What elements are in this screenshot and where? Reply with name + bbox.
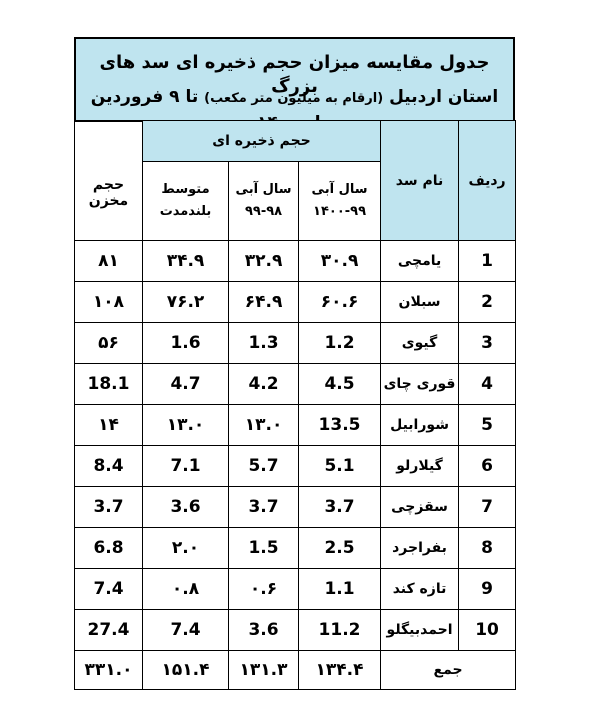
longterm-average: 1.6 [143, 323, 229, 364]
storage-1400: 1.1 [299, 569, 381, 610]
dam-name: تازه کند [381, 569, 459, 610]
storage-1400: ۶۰.۶ [299, 282, 381, 323]
row-index: 6 [459, 446, 516, 487]
table-row [75, 487, 516, 528]
row-index: 1 [459, 241, 516, 282]
longterm-average: ۷۶.۲ [143, 282, 229, 323]
table-row [75, 405, 516, 446]
table-row [75, 528, 516, 569]
header-radif: ردیف [459, 121, 516, 241]
dam-name: گیوی [381, 323, 459, 364]
storage-99: 1.3 [229, 323, 299, 364]
storage-1400: ۳۰.۹ [299, 241, 381, 282]
total-cap: ۳۳۱.۰ [75, 651, 143, 690]
storage-1400: 5.1 [299, 446, 381, 487]
title-line-2-units: (ارقام به میلیون متر مکعب) [204, 91, 384, 106]
storage-99: 3.6 [229, 610, 299, 651]
table-row [75, 446, 516, 487]
table-title [74, 37, 515, 122]
storage-99: ۳۲.۹ [229, 241, 299, 282]
storage-1400: 4.5 [299, 364, 381, 405]
longterm-average: ۰.۸ [143, 569, 229, 610]
header-year-1400-label: سال آبی [311, 182, 368, 197]
row-index: 5 [459, 405, 516, 446]
longterm-average: 7.1 [143, 446, 229, 487]
dam-name: بفراجرد [381, 528, 459, 569]
row-index: 8 [459, 528, 516, 569]
table-row [75, 282, 516, 323]
dam-name: سقزچی [381, 487, 459, 528]
title-line-1: جدول مقایسه میزان حجم ذخیره ای سد های بزرگ [99, 52, 490, 97]
total-y99: ۱۳۱.۳ [229, 651, 299, 690]
dam-name: شورابیل [381, 405, 459, 446]
storage-1400: 13.5 [299, 405, 381, 446]
storage-99: 4.2 [229, 364, 299, 405]
row-index: 2 [459, 282, 516, 323]
row-index: 9 [459, 569, 516, 610]
header-year-99-range: ۹۹-۹۸ [244, 204, 283, 219]
storage-1400: 11.2 [299, 610, 381, 651]
header-year-1400-range: ۱۴۰۰-۹۹ [313, 204, 367, 219]
table-row [75, 610, 516, 651]
reservoir-capacity: 8.4 [75, 446, 143, 487]
row-index: 3 [459, 323, 516, 364]
reservoir-capacity: ۸۱ [75, 241, 143, 282]
storage-99: ۶۴.۹ [229, 282, 299, 323]
reservoir-capacity: ۱۴ [75, 405, 143, 446]
table-row [75, 364, 516, 405]
row-index: 7 [459, 487, 516, 528]
reservoir-capacity: 6.8 [75, 528, 143, 569]
storage-99: ۰.۶ [229, 569, 299, 610]
header-storage-group: حجم ذخیره ای [143, 121, 381, 162]
storage-1400: 3.7 [299, 487, 381, 528]
header-longterm [143, 162, 229, 241]
header-longterm-line2: بلندمدت [159, 204, 212, 219]
storage-99: ۱۳.۰ [229, 405, 299, 446]
header-capacity-label: حجم مخزن [88, 177, 129, 209]
row-index: 10 [459, 610, 516, 651]
storage-99: 5.7 [229, 446, 299, 487]
dam-name: گیلارلو [381, 446, 459, 487]
longterm-average: 3.6 [143, 487, 229, 528]
title-line-2-province: استان اردبیل [389, 87, 499, 107]
row-index: 4 [459, 364, 516, 405]
header-capacity [75, 121, 143, 241]
storage-1400: 2.5 [299, 528, 381, 569]
total-label: جمع [381, 651, 516, 690]
longterm-average: 7.4 [143, 610, 229, 651]
table-row [75, 241, 516, 282]
table-row [75, 323, 516, 364]
longterm-average: 4.7 [143, 364, 229, 405]
header-year-99 [229, 162, 299, 241]
title-line-2-date: تا ۹ فروردین [90, 87, 199, 107]
header-year-1400 [299, 162, 381, 241]
reservoir-capacity: 18.1 [75, 364, 143, 405]
reservoir-capacity: 3.7 [75, 487, 143, 528]
dam-name: قوری چای [381, 364, 459, 405]
reservoir-capacity: ۵۶ [75, 323, 143, 364]
reservoir-capacity: ۱۰۸ [75, 282, 143, 323]
header-longterm-line1: متوسط [161, 182, 210, 197]
header-dam-name: نام سد [381, 121, 459, 241]
reservoir-capacity: 7.4 [75, 569, 143, 610]
table-row [75, 569, 516, 610]
dam-name: یامچی [381, 241, 459, 282]
storage-99: 1.5 [229, 528, 299, 569]
dam-storage-table [74, 120, 516, 690]
longterm-average: ۲.۰ [143, 528, 229, 569]
storage-1400: 1.2 [299, 323, 381, 364]
reservoir-capacity: 27.4 [75, 610, 143, 651]
longterm-average: ۳۴.۹ [143, 241, 229, 282]
total-y1400: ۱۳۴.۴ [299, 651, 381, 690]
total-avg: ۱۵۱.۴ [143, 651, 229, 690]
longterm-average: ۱۳.۰ [143, 405, 229, 446]
header-year-99-label: سال آبی [235, 182, 292, 197]
dam-name: سبلان [381, 282, 459, 323]
dam-name: احمدبیگلو [381, 610, 459, 651]
storage-99: 3.7 [229, 487, 299, 528]
